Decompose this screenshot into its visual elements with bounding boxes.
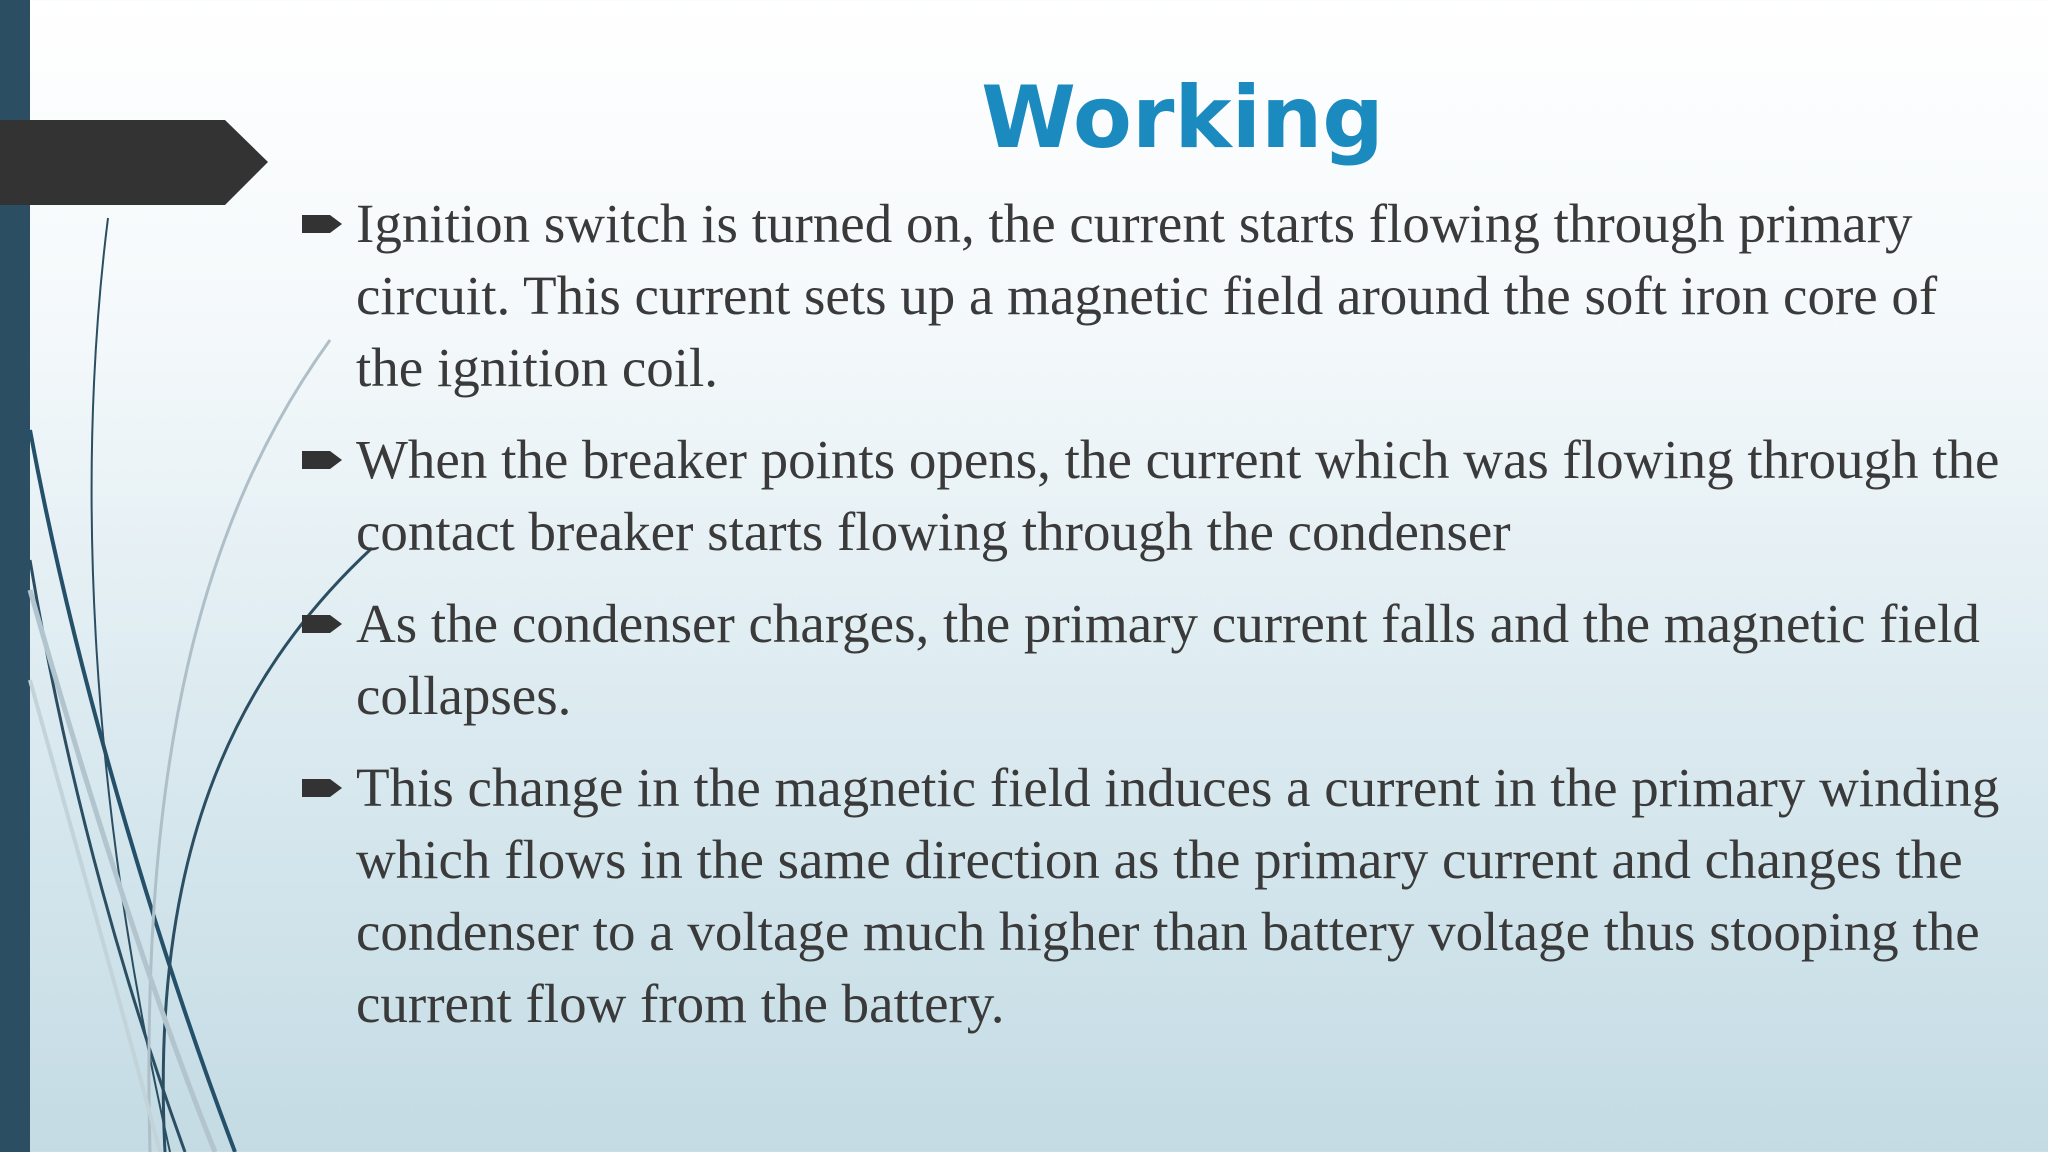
bullet-text: Ignition switch is turned on, the current starts flowing through primary circuit. This current sets up a magnetic field around the soft iron core of the ignition coil. — [356, 193, 1938, 398]
slide-title: Working — [981, 68, 1384, 168]
bullet-text: This change in the magnetic field induces a current in the primary winding which flows in the same direction as the primary current and changes the condenser to a voltage much higher than battery voltage thus stooping the current flow from the battery. — [356, 757, 2000, 1034]
arrow-bullet-icon — [302, 449, 344, 471]
bullet-item — [296, 188, 2016, 404]
bullet-text: As the condenser charges, the primary current falls and the magnetic field collapses. — [356, 593, 1980, 726]
bullet-list — [296, 188, 2016, 1060]
arrow-bullet-icon — [302, 213, 344, 235]
bullet-text: When the breaker points opens, the current which was flowing through the contact breaker starts flowing through the condenser — [356, 429, 2000, 562]
arrow-bullet-icon — [302, 777, 344, 799]
bullet-item — [296, 424, 2016, 568]
bullet-item — [296, 588, 2016, 732]
bullet-item — [296, 752, 2016, 1040]
arrow-bullet-icon — [302, 613, 344, 635]
